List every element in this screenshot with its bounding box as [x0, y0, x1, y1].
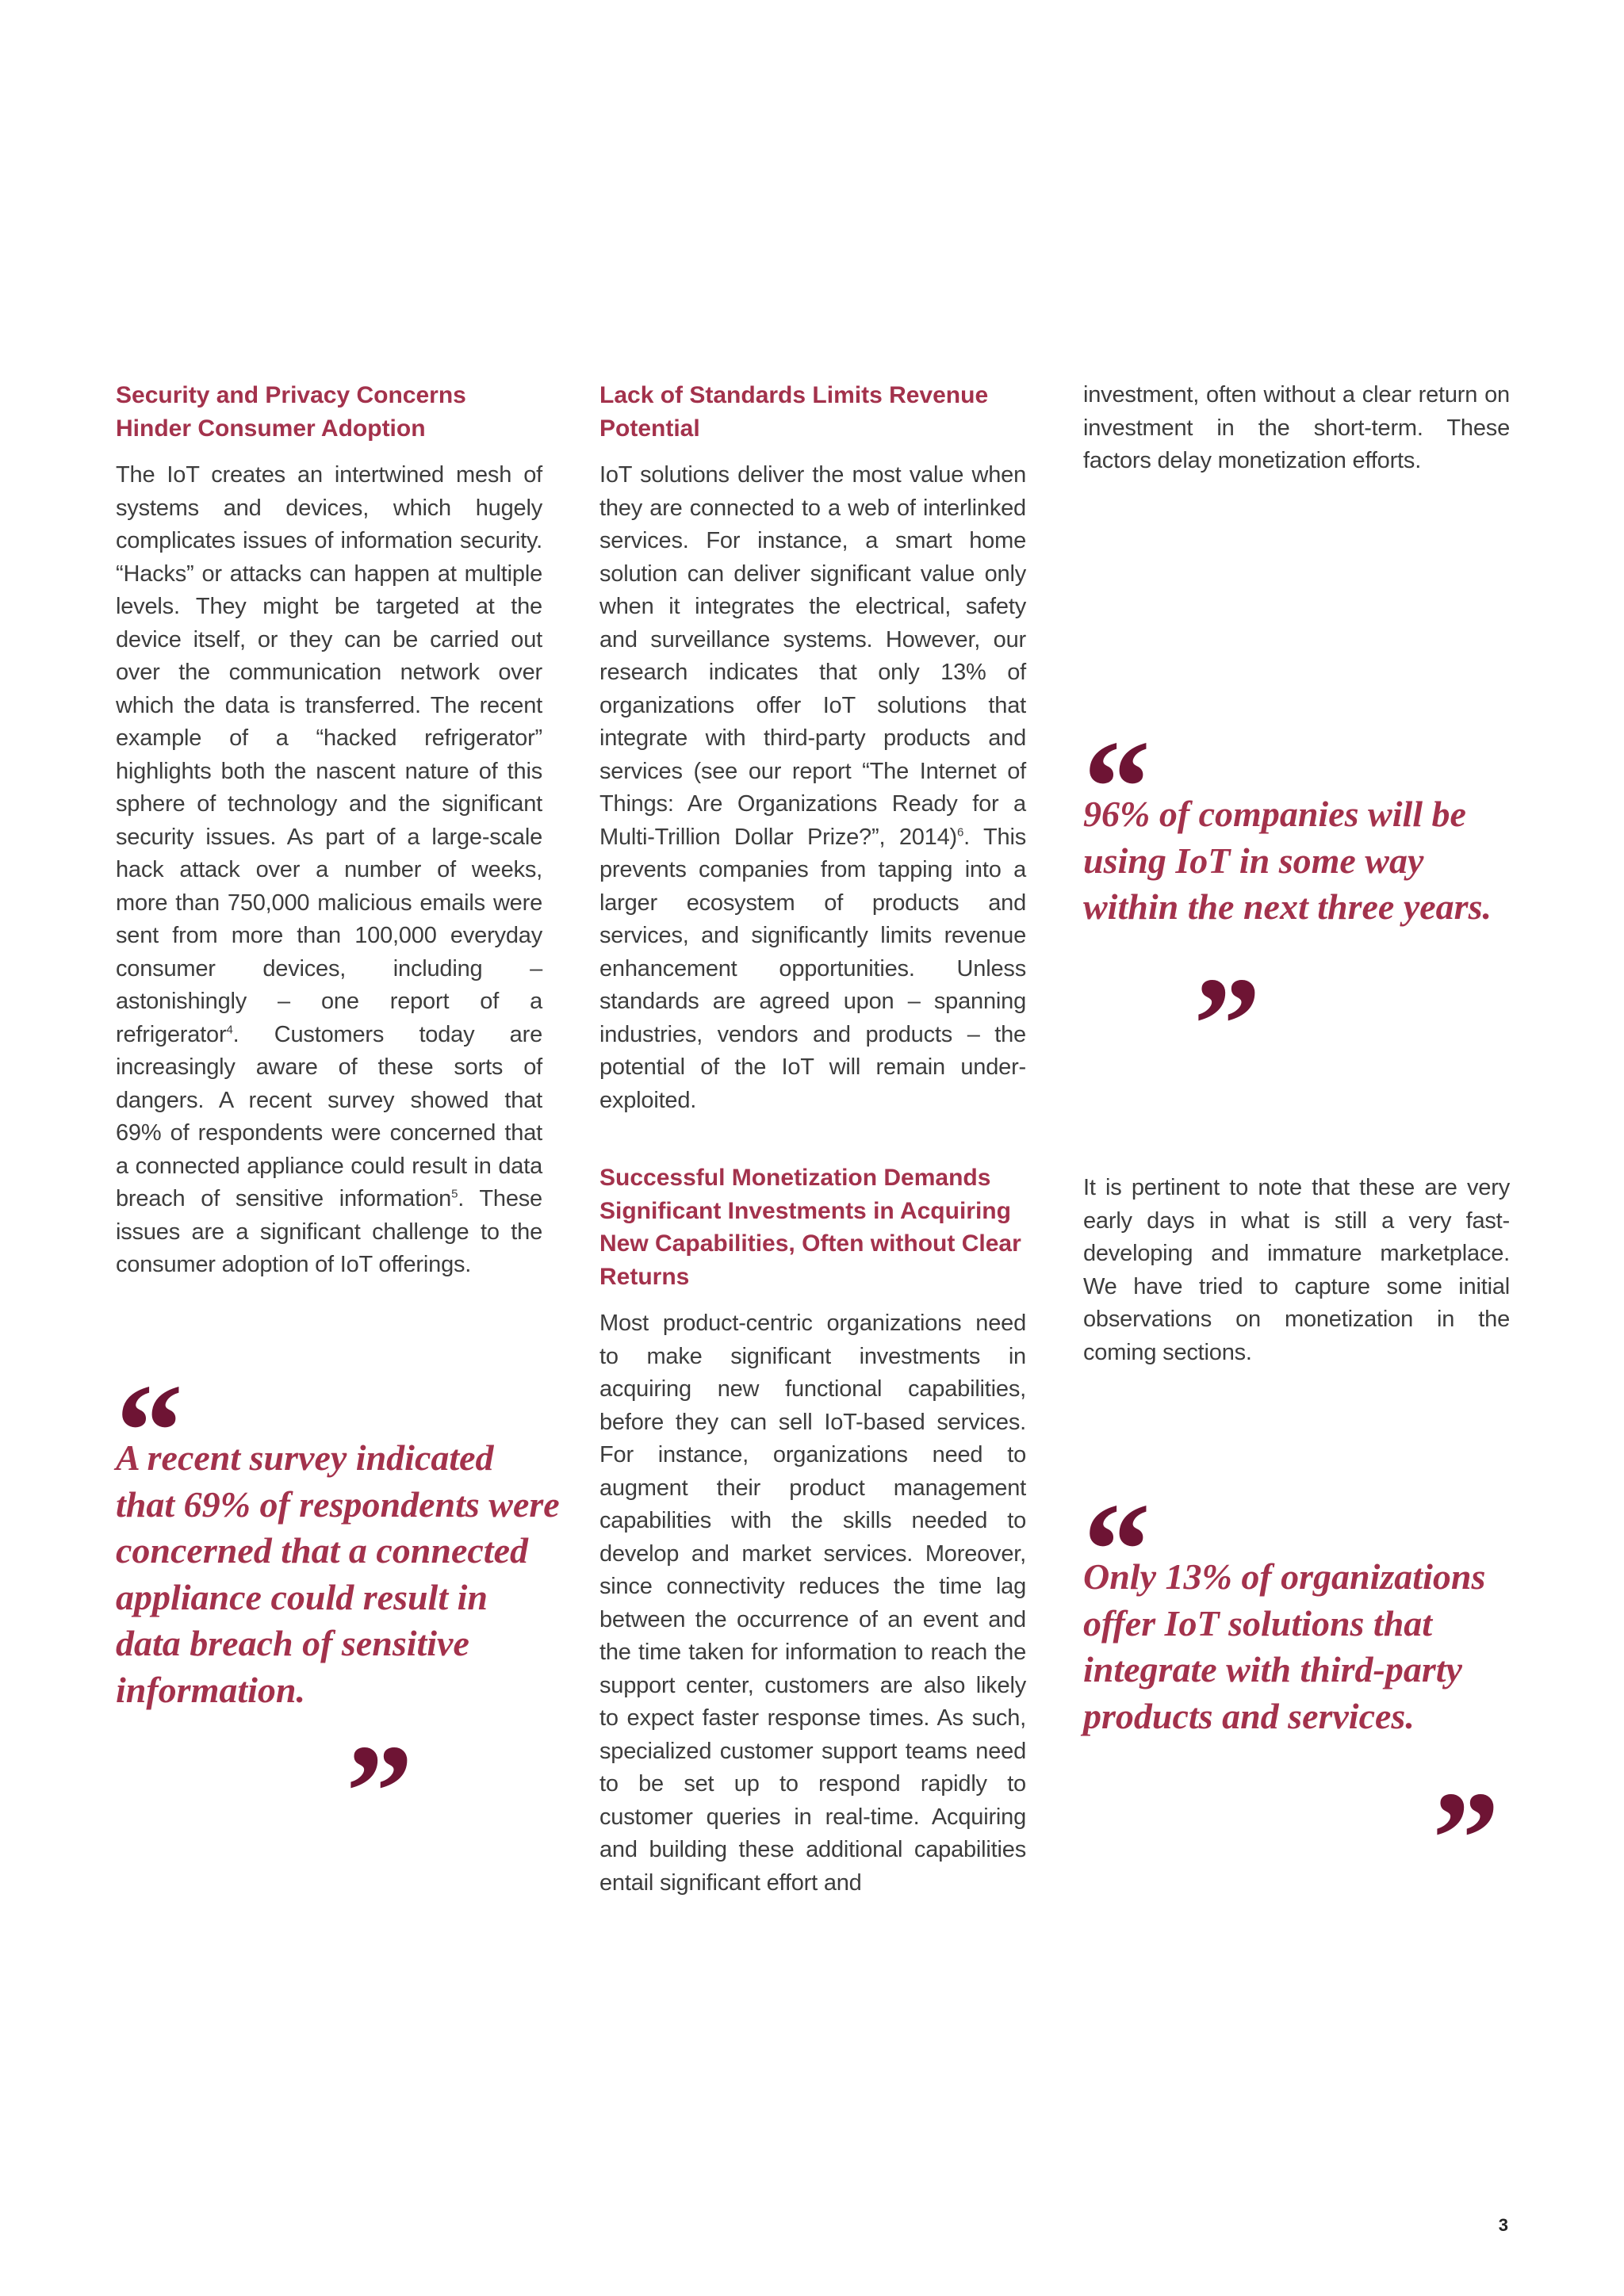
monetization-body-text: Most product-centric organizations need to make significant investments in acquiring new functional capabilities, before they can sell IoT-based services. For instance, organizations need to augment their product management capabilities with the skills needed to develop and market services. Moreover, since connectivity reduces the time lag between the occurrence of an event and the time taken for information to reach the support center, customers are also likely to expect faster response times. As such, specialized customer support teams need to be set up to respond rapidly to customer queries in real-time. Acquiring and building these additional capabilities entail significant effort and: [599, 1311, 1026, 1896]
footnote-ref-5: 5: [451, 1187, 458, 1201]
standards-body-part-2: . This prevents companies from tapping into a larger ecosystem of products and services, and significantly limits revenue enhancement opportunities. Unless standards are agreed upon – spanning industries, vendors and products – the potential of the IoT will remain under-exploited.: [599, 824, 1026, 1113]
footnote-ref-4: 4: [226, 1022, 233, 1036]
pull-quote-survey: [116, 1357, 560, 1866]
close-quote-icon: ”: [346, 1717, 413, 1866]
open-quote-icon: “: [1083, 713, 1151, 862]
close-quote-icon: ”: [1432, 1764, 1500, 1913]
open-quote-icon: “: [1083, 1475, 1151, 1624]
section-heading-monetization: Successful Monetization Demands Significant Investments in Acquiring New Capabilities, Often without Clear Returns: [599, 1165, 1021, 1290]
open-quote-icon: “: [116, 1357, 183, 1506]
close-quote-icon: ”: [1193, 950, 1261, 1099]
pertinent-body-text: It is pertinent to note that these are very early days in what is still a very fast-developing and immature marketplace. We have tried to capture some initial observations on monetization in the coming sections.: [1083, 1175, 1510, 1365]
pull-quote-adoption-text: 96% of companies will be using IoT in some way within the next three years.: [1083, 794, 1492, 927]
middle-column: [599, 379, 1026, 1900]
pull-quote-survey-text: A recent survey indicated that 69% of respondents were concerned that a connected appliance could result in data breach of sensitive information.: [116, 1437, 560, 1710]
standards-body-text: [599, 459, 1026, 1117]
section-heading-security: Security and Privacy Concerns Hinder Consumer Adoption: [116, 382, 466, 442]
right-column-lower: [1083, 1172, 1510, 1369]
section-heading-standards: Lack of Standards Limits Revenue Potential: [599, 382, 989, 442]
pull-quote-adoption: [1083, 713, 1527, 1099]
security-body-part-2: . Customers today are increasingly aware of these sorts of dangers. A recent survey showed that 69% of respondents were concerned that a connected appliance could result in data breach of sensitive information: [116, 1021, 542, 1211]
security-body-part-3: . These issues are a significant challenge to the consumer adoption of IoT offerings.: [116, 1186, 542, 1277]
right-column: [1083, 379, 1510, 478]
monetization-body-continued: investment, often without a clear return on investment in the short-term. These factors delay monetization efforts.: [1083, 382, 1510, 473]
pull-quote-standards: [1083, 1475, 1527, 1913]
standards-body-part-1: IoT solutions deliver the most value when they are connected to a web of interlinked services. For instance, a smart home solution can deliver significant value only when it integrates the electrical, safety and surveillance systems. However, our research indicates that only 13% of organizations offer IoT solutions that integrate with third-party products and services (see our report “The Internet of Things: Are Organizations Ready for a Multi-Trillion Dollar Prize?”, 2014): [599, 462, 1026, 850]
security-body-part-1: The IoT creates an intertwined mesh of systems and devices, which hugely complicates issues of information security. “Hacks” or attacks can happen at multiple levels. They might be targeted at the device itself, or they can be carried out over the communication network over which the data is transferred. The recent example of a “hacked refrigerator” highlights both the nascent nature of this sphere of technology and the significant security issues. As part of a large-scale hack attack over a number of weeks, more than 750,000 malicious emails were sent from more than 100,000 everyday consumer devices, including – astonishingly – one report of a refrigerator: [116, 462, 542, 1047]
footnote-ref-6: 6: [957, 825, 964, 839]
left-column: [116, 379, 542, 1282]
page-number: 3: [1498, 2215, 1508, 2235]
pull-quote-standards-text: Only 13% of organizations offer IoT solutions that integrate with third-party products and services.: [1083, 1556, 1486, 1736]
security-body-text: [116, 459, 542, 1282]
